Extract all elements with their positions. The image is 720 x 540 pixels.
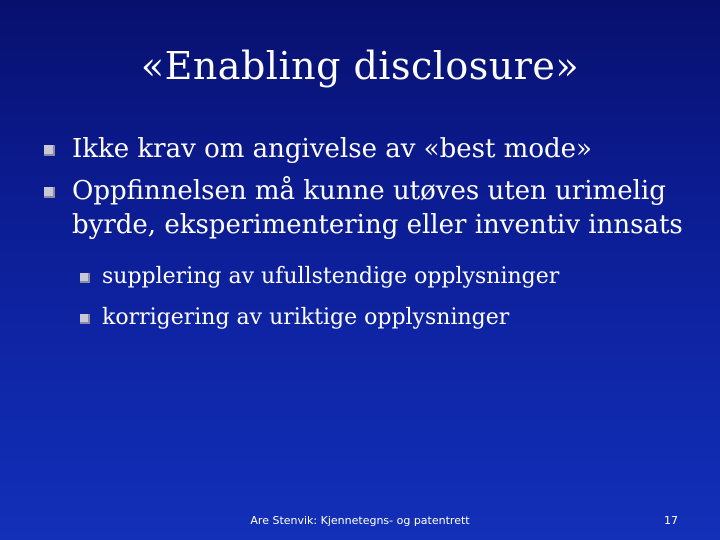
bullet-text-line-1: Oppfinnelsen må kunne utøves uten urimelig <box>72 176 666 206</box>
square-bullet-icon <box>44 145 55 156</box>
square-bullet-icon <box>44 187 55 198</box>
bullet-text <box>72 174 683 242</box>
slide-title: «Enabling disclosure» <box>140 44 580 88</box>
slide-footer <box>0 510 720 532</box>
square-bullet-icon <box>80 273 90 283</box>
bullet-text: Ikke krav om angivelse av «best mode» <box>72 134 592 164</box>
subbullet-text: supplering av ufullstendige opplysninger <box>102 264 560 289</box>
subbullet-text: korrigering av uriktige opplysninger <box>102 305 510 330</box>
slide-number: 17 <box>664 514 678 527</box>
footer-text: Are Stenvik: Kjennetegns- og patentrett <box>250 514 470 527</box>
bullet-text-line-2: byrde, eksperimentering eller inventiv innsats <box>72 210 683 240</box>
square-bullet-icon <box>80 314 90 324</box>
